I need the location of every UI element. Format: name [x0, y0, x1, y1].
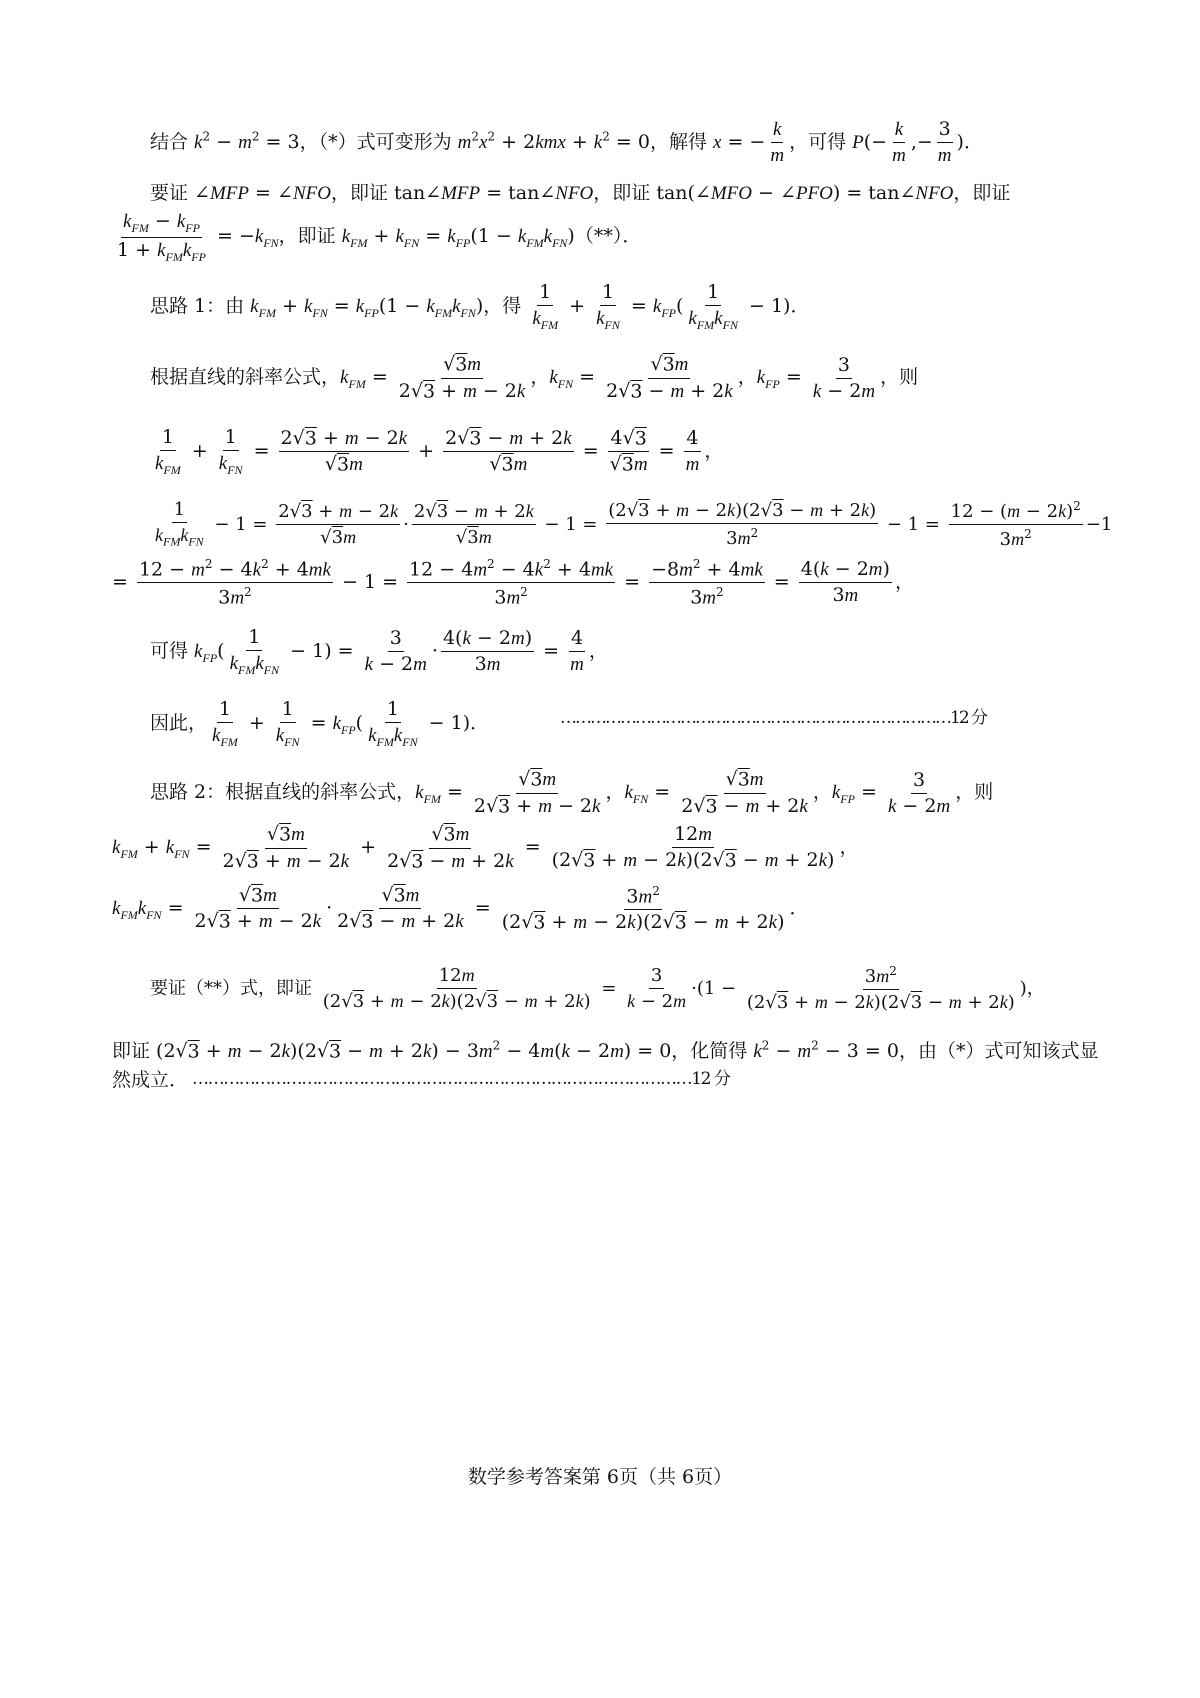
line-12 — [112, 825, 858, 871]
line-13 — [112, 885, 809, 933]
line-05 — [150, 355, 918, 401]
score-mark-1: ……………………………………………………………………12 分 — [560, 708, 987, 728]
line-03 — [112, 212, 641, 263]
line-07-text: $\frac{1}{k_{FM}k_{FN}}$ − 1 = $\frac{2√3 + m - 2k}{√3m}$ · $\frac{2√3 - m + 2k}{√3m}$ − 1 = $\frac{(2√3 + m - 2k)(2√3 - m + 2k)}{3m^2}$ − 1 = $\frac{12 - (m - 2k)^2}{3m^2}$ −1 — [155, 499, 1113, 550]
line-04 — [150, 283, 809, 331]
line-15-text: 即证 $(2√3 + m - 2k)(2√3 - m + 2k) - 3m^2 - 4m(k - 2m) = 0$，化简得 $k^2 - m^2 - 3 = 0$，由（*）式可知该式显 — [112, 1039, 1099, 1063]
line-06 — [150, 428, 723, 476]
line-11 — [150, 770, 993, 816]
line-01-text: 结合 $k^2 - m^2 = 3$，（*）式可变形为 $m^2x^2 + 2kmx + k^2 = 0$，解得 x = − $\frac{k}{m}$ ，可得 P(− $\frac{k}{m}$ ,− $\frac{3}{m}$ )． — [150, 118, 983, 166]
score-mark-2: ……………………………………………………………………………………12 分 — [192, 1069, 730, 1089]
line-12-text: $k_{FM} + k_{FN}$ = $\frac{√3m}{2√3 + m - 2k}$ + $\frac{√3m}{2√3 - m + 2k}$ = $\frac{12m}{(2√3 + m - 2k)(2√3 - m + 2k)}$ ， — [112, 823, 859, 872]
line-08-text: = $\frac{12 - m^2 - 4k^2 + 4mk}{3m^2}$ − 1 = $\frac{12 - 4m^2 - 4k^2 + 4mk}{3m^2}$ = $\frac{-8m^2 + 4mk}{3m^2}$ = $\frac{4(k - 2m)}{3m}$ ， — [112, 557, 914, 609]
line-14 — [150, 965, 1045, 1012]
line-09-text: 可得 $k_{FP}$( $\frac{1}{k_{FM}k_{FN}}$ − 1) = $\frac{3}{k - 2m}$ · $\frac{4(k - 2m)}{3m}$ = $\frac{4}{m}$ ， — [150, 626, 608, 677]
line-11-text: 思路 2：根据直线的斜率公式，$k_{FM}$ = $\frac{√3m}{2√3 + m - 2k}$ ，$k_{FN}$ = $\frac{√3m}{2√3 - m + 2k}$ ，$k_{FP}$ = $\frac{3}{k - 2m}$ ，则 — [150, 768, 994, 817]
line-13-text: $k_{FM}k_{FN}$ = $\frac{√3m}{2√3 + m - 2k}$ · $\frac{√3m}{2√3 - m + 2k}$ = $\frac{3m^2}{(2√3 + m - 2k)(2√3 - m + 2k)}$ ． — [112, 883, 809, 934]
line-04-text: 思路 1：由 $k_{FM} + k_{FN} = k_{FP}(1 - k_{FM}k_{FN})$，得 $\frac{1}{k_{FM}}$ + $\frac{1}{k_{FN}}$ = $k_{FP}$( $\frac{1}{k_{FM}k_{FN}}$ − 1)． — [150, 281, 810, 332]
line-16: 然成立． — [112, 1069, 189, 1091]
page-footer: 数学参考答案第 6页（共 6页） — [467, 1466, 733, 1488]
line-15 — [112, 1040, 1098, 1062]
line-01 — [150, 120, 983, 165]
line-09 — [150, 628, 608, 676]
line-02 — [150, 183, 1010, 203]
line-08 — [112, 558, 914, 608]
line-06-text: $\frac{1}{k_{FM}}$ + $\frac{1}{k_{FN}}$ = $\frac{2√3 + m - 2k}{√3m}$ + $\frac{2√3 - m + 2k}{√3m}$ = $\frac{4√3}{√3m}$ = $\frac{4}{m}$ ， — [155, 426, 724, 477]
line-03-text: $\frac{k_{FM} - k_{FP}}{1 + k_{FM}k_{FP}}$ = $-k_{FN}$，即证 $k_{FM} + k_{FN} = k_{FP}(1 - k_{FM}k_{FN})(**)$． — [117, 210, 642, 264]
line-10 — [150, 700, 489, 748]
line-10-text: 因此， $\frac{1}{k_{FM}}$ + $\frac{1}{k_{FN}}$ = $k_{FP}$( $\frac{1}{k_{FM}k_{FN}}$ − 1)． — [150, 698, 490, 749]
line-14-text: 要证（**）式，即证 $\frac{12m}{(2√3 + m - 2k)(2√3 - m + 2k)}$ = $\frac{3}{k - 2m}$ ·(1 − $\frac{3m^2}{(2√3 + m - 2k)(2√3 - m + 2k)}$ )， — [150, 964, 1045, 1013]
line-02-text: 要证 ∠MFP = ∠NFO，即证 tan∠MFP = tan∠NFO，即证 tan(∠MFO − ∠PFO) = tan∠NFO，即证 — [150, 181, 1011, 204]
line-05-text: 根据直线的斜率公式，$k_{FM}$ = $\frac{√3m}{2√3 + m - 2k}$ ，$k_{FN}$ = $\frac{√3m}{2√3 - m + 2k}$ ，$k_{FP}$ = $\frac{3}{k - 2m}$ ，则 — [150, 353, 919, 402]
line-07 — [150, 500, 1112, 549]
